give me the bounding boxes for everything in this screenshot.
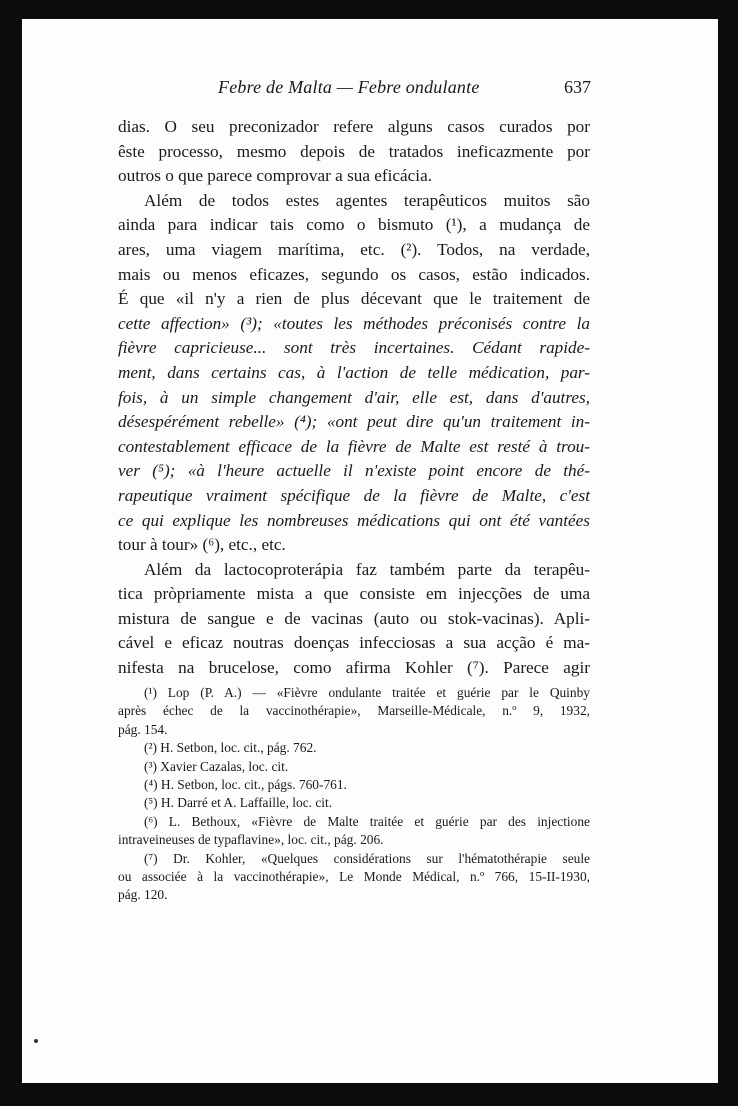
footnote-4 (118, 776, 590, 794)
text-line: fièvre capricieuse... sont très incertaines. Cédant rapide- (118, 338, 590, 358)
text-line: ce qui explique les nombreuses médications qui ont été vantées (118, 510, 590, 530)
text-line: tour à tour» (⁶), etc., etc. (118, 535, 286, 555)
text-line: ares, uma viagem marítima, etc. (²). Todos, na verdade, (118, 239, 590, 259)
text-line: Além de todos estes agentes terapêuticos muitos são (144, 190, 590, 210)
paragraph-1 (118, 115, 590, 189)
text-line: tica pròpriamente mista a que consiste em injecções de uma (118, 584, 590, 604)
footnote-2 (118, 739, 590, 757)
footnote-3 (118, 758, 590, 776)
text-line: Além da lactocoproterápia faz também parte da terapêu- (144, 559, 590, 579)
footnote-7 (118, 850, 590, 905)
paragraph-3 (118, 558, 590, 681)
footnote-line: (³) Xavier Cazalas, loc. cit. (144, 758, 289, 774)
text-line: êste processo, mesmo depois de tratados ineficazmente por (118, 141, 590, 161)
footnote-line: (²) H. Setbon, loc. cit., pág. 762. (144, 740, 317, 756)
text-line: rapeutique vraiment spécifique de la fièvre de Malte, c'est (118, 485, 590, 505)
footnote-line: pág. 154. (118, 721, 168, 737)
paragraph-2 (118, 189, 590, 558)
text-line: cette affection» (³); «toutes les méthodes préconisés contre la (118, 313, 590, 333)
footnote-line: (⁵) H. Darré et A. Laffaille, loc. cit. (144, 795, 333, 811)
footnotes (118, 684, 590, 905)
footnote-line: ou associée à la vaccinothérapie», Le Monde Médical, n.º 766, 15-II-1930, (118, 869, 590, 885)
footnote-line: intraveineuses de typaflavine», loc. cit., pág. 206. (118, 832, 384, 848)
ink-speck (34, 1039, 38, 1043)
text-line: nifesta na brucelose, como afirma Kohler (⁷). Parece agir (118, 658, 590, 678)
footnote-line: (⁴) H. Setbon, loc. cit., págs. 760-761. (144, 777, 347, 793)
footnote-line: pág. 120. (118, 887, 168, 903)
text-line: ainda para indicar tais como o bismuto (¹), a mudança de (118, 215, 590, 235)
text-line: désespérément rebelle» (⁴); «ont peut dire qu'un traitement in- (118, 412, 590, 432)
text-line: cável e eficaz noutras doenças infecciosas a sua acção é ma- (118, 633, 590, 653)
body-text (118, 115, 590, 681)
footnote-line: (⁶) L. Bethoux, «Fièvre de Malte traitée et guérie par des injectione (144, 813, 590, 829)
footnote-line: après échec de la vaccinothérapie», Marseille-Médicale, n.º 9, 1932, (118, 703, 590, 719)
footnote-5 (118, 794, 590, 812)
text-line: contestablement efficace de la fièvre de Malte est resté à trou- (118, 436, 590, 456)
text-line: É que «il n'y a rien de plus décevant que le traitement de (118, 289, 590, 309)
text-line: dias. O seu preconizador refere alguns casos curados por (118, 117, 590, 136)
text-line: ver (⁵); «à l'heure actuelle il n'existe point encore de thé- (118, 461, 590, 481)
book-page (22, 19, 718, 1083)
text-line: mistura de sangue e de vacinas (auto ou stok-vacinas). Apli- (118, 608, 590, 628)
page-header (22, 77, 718, 101)
text-line: fois, à un simple changement d'air, elle est, dans d'autres, (118, 387, 590, 407)
page-number: 637 (564, 77, 591, 97)
footnote-line: (¹) Lop (P. A.) — «Fièvre ondulante traitée et guérie par le Quinby (144, 685, 590, 700)
footnote-1 (118, 684, 590, 739)
text-line: outros o que parece comprovar a sua eficácia. (118, 166, 432, 186)
footnote-6 (118, 813, 590, 850)
running-title: Febre de Malta — Febre ondulante (218, 77, 480, 97)
text-line: ment, dans certains cas, à l'action de telle médication, par- (118, 362, 590, 382)
footnote-line: (⁷) Dr. Kohler, «Quelques considérations sur l'hématothérapie seule (144, 850, 590, 866)
text-line: mais ou menos eficazes, segundo os casos, estão indicados. (118, 264, 590, 284)
